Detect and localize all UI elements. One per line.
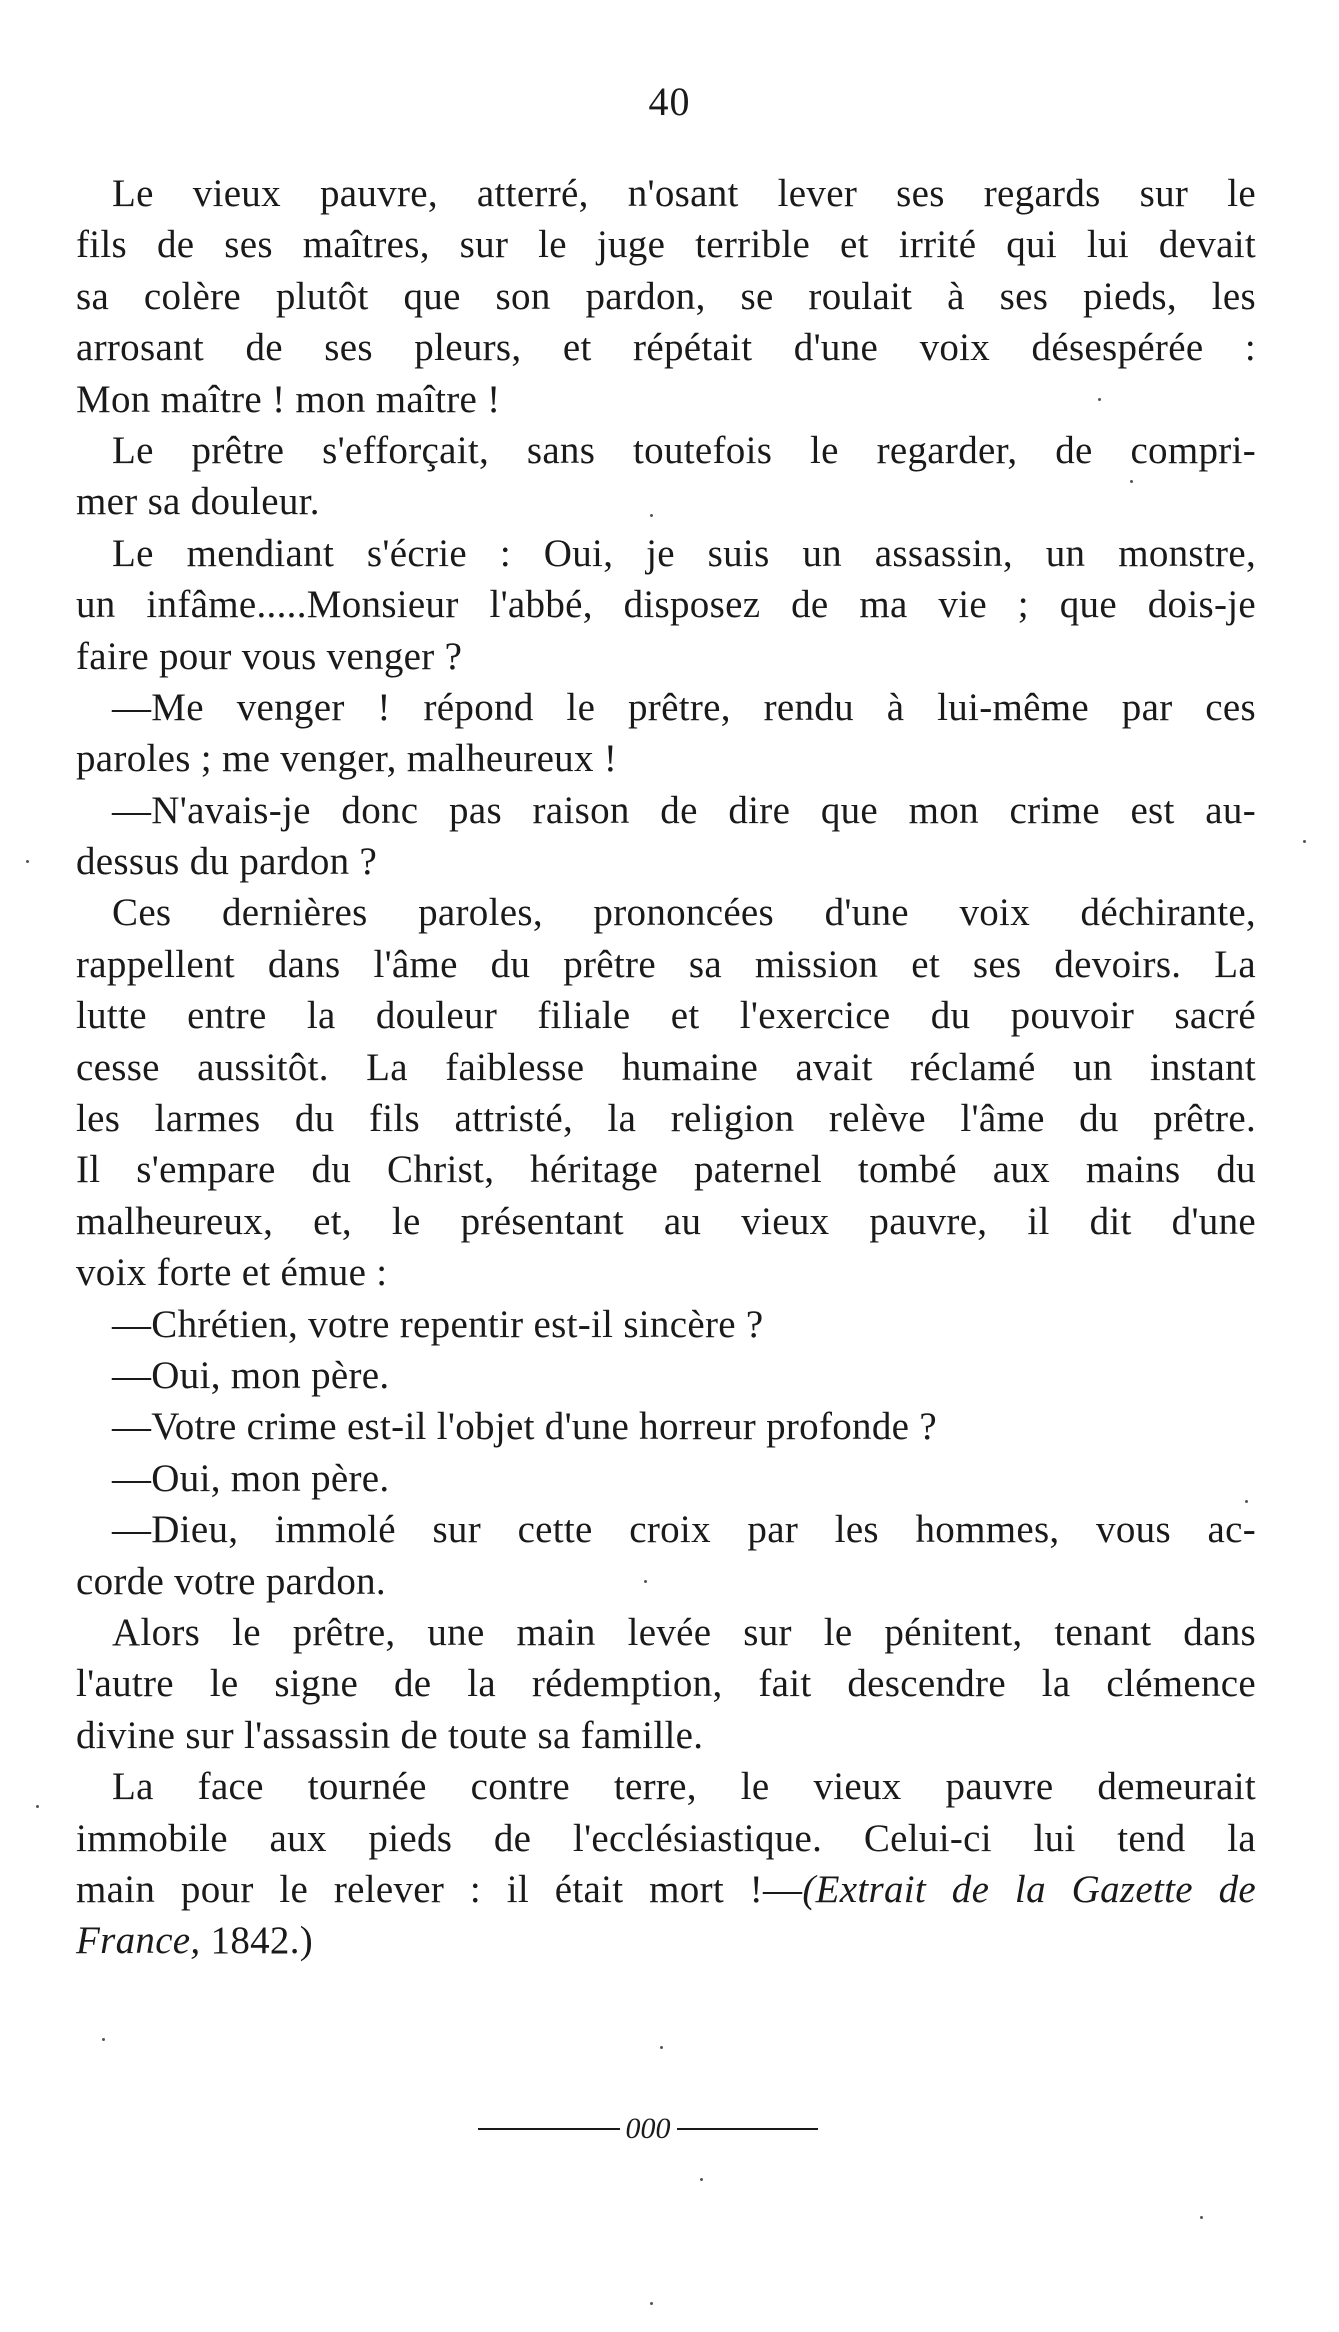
text-line: sa colère plutôt que son pardon, se roulait à ses pieds, les [76,274,1256,318]
text-line: Le prêtre s'efforçait, sans toutefois le regarder, de compri- [112,428,1256,472]
text-line: paroles ; me venger, malheureux ! [76,737,618,781]
text-line: fils de ses maîtres, sur le juge terrible et irrité qui lui devait [76,223,1256,267]
scan-speck [1303,840,1306,843]
text-line: voix forte et émue : [76,1251,388,1295]
text-line: dessus du pardon ? [76,840,378,884]
text-line: immobile aux pieds de l'ecclésiastique. Celui-ci lui tend la [76,1816,1256,1860]
text-line: malheureux, et, le présentant au vieux pauvre, il dit d'une [76,1199,1256,1243]
dialogue-line: —Oui, mon père. [112,1353,390,1397]
text-line: lutte entre la douleur filiale et l'exercice du pouvoir sacré [76,994,1256,1038]
text-line [76,1915,1256,1966]
text-line [76,1864,1256,1915]
separator-ornament: 000 [625,2112,671,2145]
citation-text: France, [76,1919,201,1963]
scan-speck [26,860,29,863]
section-separator [478,2112,818,2146]
scan-speck [36,1805,39,1808]
scan-speck [700,2178,703,2181]
citation-year: 1842.) [200,1919,314,1963]
text-line: Alors le prêtre, une main levée sur le pénitent, tenant dans [112,1610,1256,1654]
scan-speck [1098,398,1101,401]
text-span: main pour le relever : il était mort !— [76,1867,803,1911]
text-line: divine sur l'assassin de toute sa famille. [76,1713,704,1757]
text-line: cesse aussitôt. La faiblesse humaine avait réclamé un instant [76,1045,1256,1089]
dialogue-line: —N'avais-je donc pas raison de dire que mon crime est au- [112,788,1256,832]
scan-speck [650,2302,653,2305]
page-number: 40 [648,79,691,124]
separator-rule-right [677,2128,819,2130]
scan-speck [102,2038,105,2041]
dialogue-line: —Chrétien, votre repentir est-il sincère ? [112,1302,764,1346]
scan-speck [1130,480,1133,483]
text-line: un infâme.....Monsieur l'abbé, disposez de ma vie ; que dois-je [76,583,1256,627]
body-text [76,168,1256,1967]
text-line: rappellent dans l'âme du prêtre sa mission et ses devoirs. La [76,942,1256,986]
scan-speck [1200,2216,1203,2219]
text-line: Le vieux pauvre, atterré, n'osant lever ses regards sur le [112,172,1256,215]
separator-rule-left [478,2128,620,2130]
text-line: les larmes du fils attristé, la religion relève l'âme du prêtre. [76,1097,1256,1141]
text-line: Il s'empare du Christ, héritage paternel tombé aux mains du [76,1148,1256,1192]
scan-speck [1245,1500,1248,1503]
text-line: Mon maître ! mon maître ! [76,377,501,421]
dialogue-line: —Me venger ! répond le prêtre, rendu à lui-même par ces [112,685,1256,729]
text-line: mer sa douleur. [76,480,320,524]
text-line: l'autre le signe de la rédemption, fait descendre la clémence [76,1662,1256,1706]
citation-text: (Extrait de la Gazette de [802,1867,1256,1911]
text-line: faire pour vous venger ? [76,634,463,678]
text-line: arrosant de ses pleurs, et répétait d'une voix désespérée : [76,326,1256,370]
scan-speck [650,514,653,517]
dialogue-line: —Oui, mon père. [112,1456,390,1500]
text-line: Le mendiant s'écrie : Oui, je suis un assassin, un monstre, [112,531,1256,575]
text-line: La face tournée contre terre, le vieux pauvre demeurait [112,1765,1256,1809]
dialogue-line: —Votre crime est-il l'objet d'une horreur profonde ? [112,1405,937,1449]
text-line: corde votre pardon. [76,1559,386,1603]
scan-speck [644,1580,647,1583]
scan-speck [660,2046,663,2049]
text-line: Ces dernières paroles, prononcées d'une voix déchirante, [112,891,1256,935]
dialogue-line: —Dieu, immolé sur cette croix par les hommes, vous ac- [112,1508,1256,1552]
